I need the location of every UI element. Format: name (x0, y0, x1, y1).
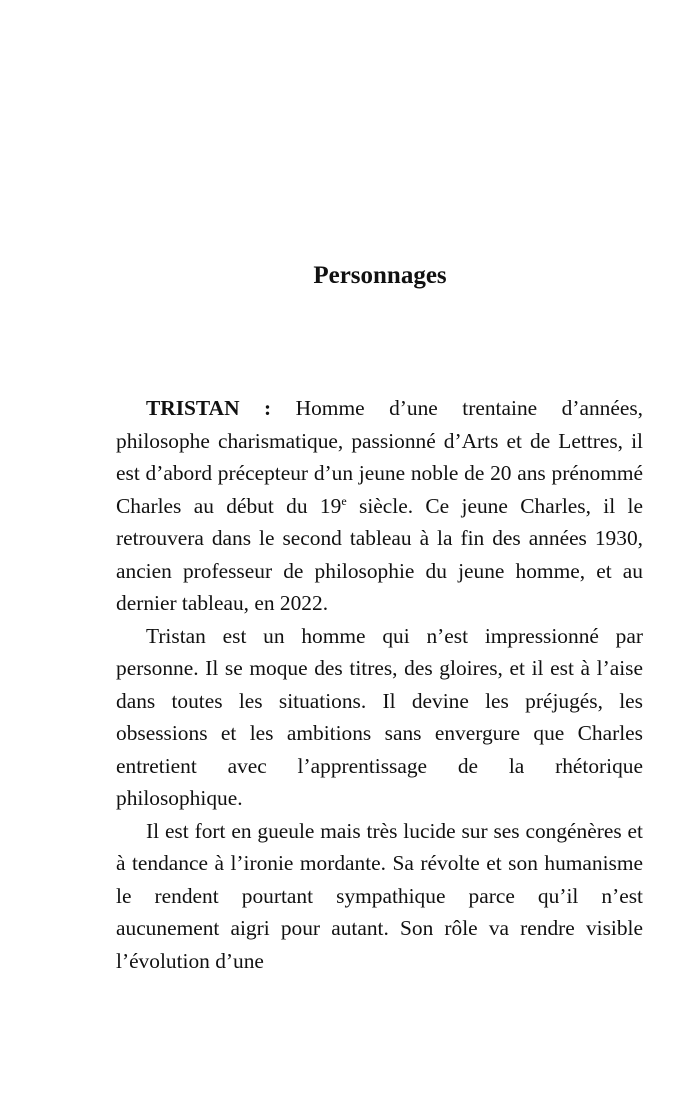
paragraph-text: siècle. Ce jeune Charles, il le retrouvera dans le second tableau à la fin des années 1930, ancien professeur de philosophie du jeune homme, et au dernier tableau, en 2022. (116, 493, 643, 615)
paragraph-tristan-intro (116, 392, 643, 620)
superscript-e: e (341, 493, 347, 508)
page-title: Personnages (313, 262, 447, 289)
paragraph-text: Homme d’une trentaine d’années, philosophe charismatique, passionné d’Arts et de Lettres, il est d’abord précepteur d’un jeune noble de 20 ans prénommé Charles au début du 19 (116, 396, 644, 518)
character-name-tristan: TRISTAN : (146, 396, 272, 420)
paragraph-tristan-traits: Il est fort en gueule mais très lucide sur ses congénères et à tendance à l’ironie mordante. Sa révolte et son humanisme le rendent pourtant sympathique parce qu’il n’est aucunement aigri pour autant. Son rôle va rendre visible l’évolution d’une (116, 818, 643, 973)
characters-text (116, 392, 643, 977)
paragraph-tristan-personality: Tristan est un homme qui n’est impressionné par personne. Il se moque des titres, des gloires, et il est à l’aise dans toutes les situations. Il devine les préjugés, les obsessions et les ambitions sans envergure que Charles entretient avec l’apprentissage de la rhétorique philosophique. (116, 623, 643, 810)
